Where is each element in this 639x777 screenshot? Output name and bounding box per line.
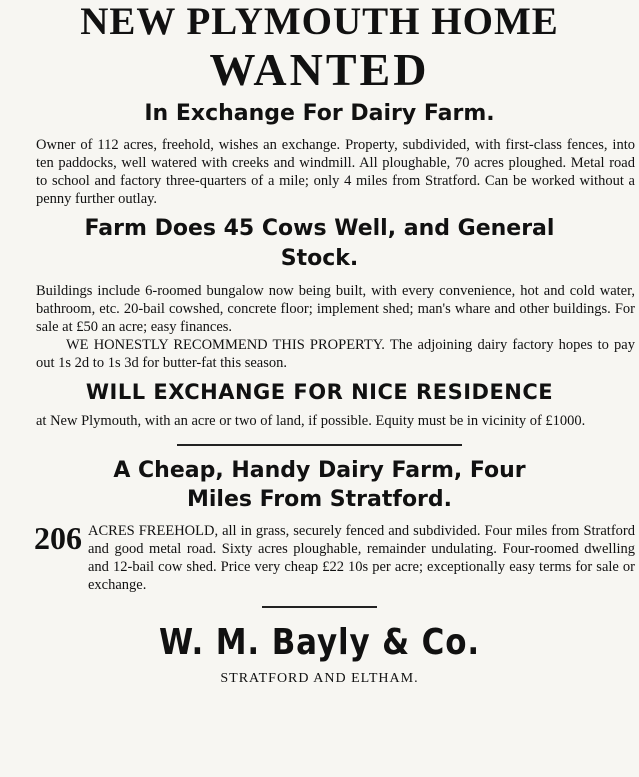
headline-line-1: NEW PLYMOUTH HOME: [80, 0, 559, 43]
subhead-cows: Farm Does 45 Cows Well, and General Stock.: [84, 216, 555, 271]
paragraph-owner: Owner of 112 acres, freehold, wishes an exchange. Property, subdivided, with first-class fences, into ten paddocks, well watered with creeks and windmill. All ploughable, 70 acres ploughed. Metal road to school and factory three-quarters of a mile; only 4 miles from Stratford. Can be worked without a penny further outlay.: [36, 137, 635, 207]
acres-number: 206: [34, 520, 82, 556]
subhead-cheap: A Cheap, Handy Dairy Farm, Four Miles From Stratford.: [113, 458, 526, 512]
firm-location: STRATFORD AND ELTHAM.: [220, 671, 419, 686]
paragraph-acres: [0, 522, 639, 594]
headline-line-2: WANTED: [209, 44, 430, 95]
paragraph-residence: at New Plymouth, with an acre or two of land, if possible. Equity must be in vicinity of £1000.: [36, 413, 586, 429]
divider-rule: [177, 444, 462, 446]
subhead-residence: WILL EXCHANGE FOR NICE RESIDENCE: [85, 380, 554, 404]
acres-text: ACRES FREEHOLD, all in grass, securely fenced and subdivided. Four miles from Stratford and good metal road. Sixty acres ploughable, remainder undulating. Four-roomed dwelling and 12-bail cow shed. Price very cheap £22 10s per acre; exceptionally easy terms for sale or exchange.: [88, 523, 635, 593]
divider-rule-short: [262, 606, 377, 608]
subhead-exchange: In Exchange For Dairy Farm.: [144, 101, 495, 126]
paragraph-recommend: WE HONESTLY RECOMMEND THIS PROPERTY. The adjoining dairy factory hopes to pay out 1s 2d to 1s 3d for butter-fat this season.: [36, 337, 635, 371]
paragraph-buildings: Buildings include 6-roomed bungalow now being built, with every convenience, hot and cold water, bathroom, etc. 20-bail cowshed, concrete floor; implement shed; man's whare and other buildings. For sale at £50 an acre; easy finances.: [36, 283, 635, 335]
firm-name: W. M. Bayly & Co.: [159, 622, 480, 663]
